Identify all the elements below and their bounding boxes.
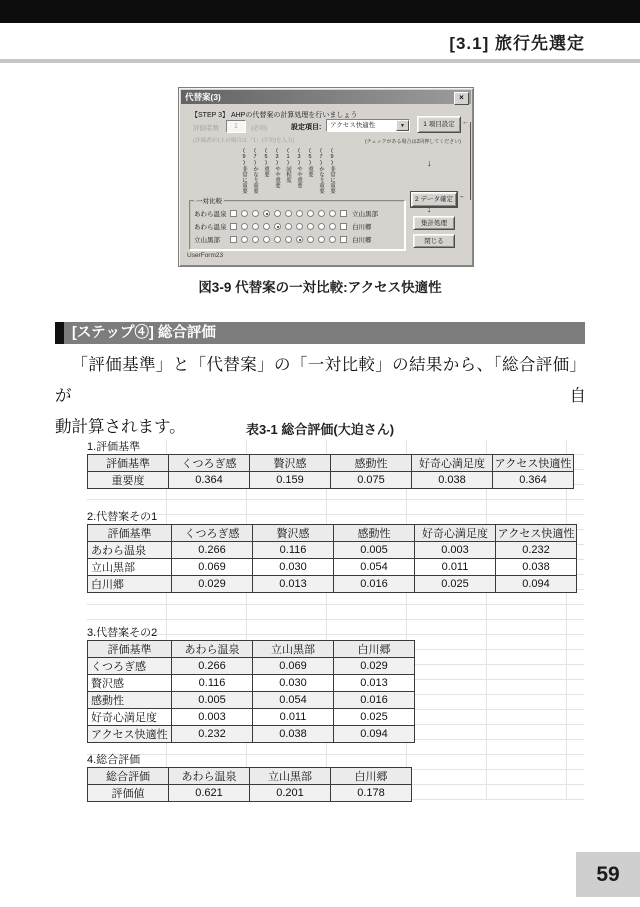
spreadsheet-table-block — [87, 754, 412, 802]
table-header-cell: 贅沢感 — [253, 525, 334, 542]
scale-label: (5)重要 — [307, 148, 313, 177]
table-cell: 0.116 — [253, 542, 334, 559]
dialog-title: 代替案(3) — [185, 92, 221, 102]
scale-radio[interactable] — [252, 210, 259, 217]
table-cell: 0.038 — [496, 559, 577, 576]
table-cell: 0.054 — [334, 559, 415, 576]
table-cell: 0.364 — [169, 472, 250, 489]
table-row-label: あわら温泉 — [88, 542, 172, 559]
scale-radio[interactable] — [252, 223, 259, 230]
table-cell: 0.005 — [334, 542, 415, 559]
data-table — [87, 524, 577, 593]
pair-rows — [190, 207, 404, 246]
scale-label: (9)非常に重要 — [241, 148, 247, 194]
table-cell: 0.029 — [334, 658, 415, 675]
dropdown-arrow-icon[interactable]: ▼ — [396, 120, 409, 131]
pair-right-label: 立山黒部 — [352, 211, 378, 218]
scale-radio[interactable] — [241, 236, 248, 243]
scale-radio[interactable] — [241, 210, 248, 217]
table-cell: 0.364 — [493, 472, 574, 489]
data-table — [87, 767, 412, 802]
table-cell: 0.011 — [415, 559, 496, 576]
table-cell: 0.116 — [172, 675, 253, 692]
header-accent-block — [55, 322, 64, 344]
table-row — [88, 785, 412, 802]
table-title: 4.総合評価 — [87, 754, 141, 766]
scale-label: (3)やや重要 — [274, 148, 280, 188]
table-row — [88, 726, 415, 743]
scale-radio[interactable] — [329, 210, 336, 217]
table-header-cell: 好奇心満足度 — [412, 455, 493, 472]
annotation-arrow-left-icon: ← — [462, 119, 469, 126]
scale-radio[interactable] — [241, 223, 248, 230]
table-row — [88, 542, 577, 559]
header-rule — [0, 59, 640, 63]
table-title: 2.代替案その1 — [87, 511, 158, 523]
table-row-label: アクセス快適性 — [88, 726, 172, 743]
table-row-label: 立山黒部 — [88, 559, 172, 576]
page-number-box — [576, 852, 640, 897]
table-header-row — [88, 768, 412, 785]
spreadsheet-table-block — [87, 441, 574, 489]
table-cell: 0.266 — [172, 658, 253, 675]
scale-radio[interactable] — [296, 236, 303, 243]
scale-label: (3)やや重要 — [296, 148, 302, 188]
check-note: (チェックがある場合は2回押してください) — [365, 139, 461, 145]
page-number: 59 — [596, 863, 620, 886]
pair-left-label: あわら温泉 — [194, 211, 227, 218]
scale-label: (5)重要 — [263, 148, 269, 177]
table-header-cell: 評価基準 — [88, 525, 172, 542]
pair-right-label: 白川郷 — [352, 224, 372, 231]
scale-radio[interactable] — [296, 223, 303, 230]
table-header-cell: 立山黒部 — [250, 768, 331, 785]
table-cell: 0.201 — [250, 785, 331, 802]
preference-checkbox[interactable] — [340, 236, 347, 243]
table-row — [88, 658, 415, 675]
pair-left-label: 立山黒部 — [194, 237, 220, 244]
scale-radio[interactable] — [285, 223, 292, 230]
step-section-header — [55, 322, 585, 344]
step-header-text: [ステップ④] 総合評価 — [72, 325, 216, 341]
table-cell: 0.005 — [172, 692, 253, 709]
table-cell: 0.159 — [250, 472, 331, 489]
scale-radio[interactable] — [274, 210, 281, 217]
annotation-line — [470, 122, 471, 200]
table-header-cell: アクセス快適性 — [496, 525, 577, 542]
table-cell: 0.030 — [253, 675, 334, 692]
table-cell: 0.025 — [334, 709, 415, 726]
table-row — [88, 472, 574, 489]
scale-label: (9)非常に重要 — [329, 148, 335, 194]
raters-required-label: (必須) — [251, 126, 267, 132]
scale-radio[interactable] — [263, 223, 270, 230]
userform-label: UserForm23 — [187, 252, 224, 259]
table-title: 1.評価基準 — [87, 441, 141, 453]
scale-radio[interactable] — [307, 236, 314, 243]
setting-dropdown[interactable] — [326, 119, 410, 132]
scale-radio[interactable] — [296, 210, 303, 217]
table-cell: 0.232 — [496, 542, 577, 559]
table-header-cell: あわら温泉 — [172, 641, 253, 658]
table-cell: 0.075 — [331, 472, 412, 489]
table-header-cell: 評価基準 — [88, 641, 172, 658]
scale-radio[interactable] — [252, 236, 259, 243]
scale-radio[interactable] — [307, 210, 314, 217]
table-cell: 0.003 — [172, 709, 253, 726]
dialog-body — [181, 104, 471, 264]
dialog-close-button[interactable]: 閉じる — [413, 234, 455, 248]
table-cell: 0.038 — [412, 472, 493, 489]
table-cell: 0.013 — [334, 675, 415, 692]
table-cell: 0.016 — [334, 576, 415, 593]
table-row-label: 評価値 — [88, 785, 169, 802]
table-header-cell: 総合評価 — [88, 768, 169, 785]
dialog-titlebar[interactable] — [181, 90, 471, 104]
aggregate-button[interactable]: 集計処理 — [413, 216, 455, 230]
preference-checkbox[interactable] — [230, 210, 237, 217]
table-cell: 0.011 — [253, 709, 334, 726]
table-cell: 0.003 — [415, 542, 496, 559]
table-row — [88, 675, 415, 692]
pair-group-label: 一対比較 — [196, 198, 222, 205]
table-cell: 0.016 — [334, 692, 415, 709]
data-confirm-button[interactable]: 2 データ確定 — [411, 192, 457, 207]
table-header-cell: くつろぎ感 — [169, 455, 250, 472]
table-cell: 0.013 — [253, 576, 334, 593]
setting-dropdown-value: アクセス快適性 — [330, 122, 376, 129]
spreadsheet-table-block — [87, 627, 415, 743]
table-caption: 表3-1 総合評価(大迫さん) — [245, 422, 395, 437]
table-header-cell: 贅沢感 — [250, 455, 331, 472]
table-row-label: 好奇心満足度 — [88, 709, 172, 726]
table-header-cell: 好奇心満足度 — [415, 525, 496, 542]
scale-label: (1)同程度 — [285, 148, 291, 183]
scale-header-row — [239, 148, 336, 194]
pair-row — [194, 220, 404, 233]
table-row-label: 贅沢感 — [88, 675, 172, 692]
table-header-cell: 白川郷 — [334, 641, 415, 658]
scale-radio[interactable] — [263, 236, 270, 243]
table-header-row — [88, 641, 415, 658]
table-row-label: 重要度 — [88, 472, 169, 489]
scale-radio[interactable] — [329, 223, 336, 230]
table-cell: 0.069 — [172, 559, 253, 576]
pair-left-label: あわら温泉 — [194, 224, 227, 231]
step-instruction: 【STEP 3】 AHPの代替案の計算処理を行いましょう — [191, 112, 358, 119]
table-title: 3.代替案その2 — [87, 627, 158, 639]
pair-comparison-group — [189, 196, 405, 250]
pair-right-label: 白川郷 — [352, 237, 372, 244]
table-header-cell: 評価基準 — [88, 455, 169, 472]
table-cell: 0.030 — [253, 559, 334, 576]
table-row — [88, 709, 415, 726]
scale-radio[interactable] — [318, 223, 325, 230]
table-cell: 0.621 — [169, 785, 250, 802]
table-row — [88, 559, 577, 576]
pair-row — [194, 207, 404, 220]
close-icon: × — [459, 92, 464, 102]
preference-checkbox[interactable] — [230, 236, 237, 243]
scale-label: (7)かなり重要 — [318, 148, 324, 194]
table-row-label: くつろぎ感 — [88, 658, 172, 675]
table-row-label: 感動性 — [88, 692, 172, 709]
table-cell: 0.038 — [253, 726, 334, 743]
raters-label: 評価者数 — [193, 125, 219, 132]
top-black-bar — [0, 0, 640, 23]
scale-radio[interactable] — [329, 236, 336, 243]
table-row-label: 白川郷 — [88, 576, 172, 593]
scale-radio[interactable] — [318, 236, 325, 243]
preference-checkbox[interactable] — [340, 223, 347, 230]
body-line: 動計算されます。 — [55, 417, 186, 436]
raters-note: (評価者が1人の場合は「1」(半角)を入力) — [193, 138, 295, 144]
setting-label: 設定項目: — [291, 124, 322, 131]
table-cell: 0.266 — [172, 542, 253, 559]
ahp-alternatives-dialog — [178, 87, 474, 267]
table-header-cell: 白川郷 — [331, 768, 412, 785]
flow-arrow-down-icon: ↓ — [427, 205, 431, 214]
scale-radio[interactable] — [307, 223, 314, 230]
data-table — [87, 640, 415, 743]
flow-arrow-down-icon: ↓ — [427, 158, 432, 168]
table-cell: 0.069 — [253, 658, 334, 675]
table-cell: 0.232 — [172, 726, 253, 743]
pair-row — [194, 233, 404, 246]
table-header-cell: 感動性 — [331, 455, 412, 472]
table-cell: 0.094 — [334, 726, 415, 743]
table-cell: 0.094 — [496, 576, 577, 593]
table-header-cell: あわら温泉 — [169, 768, 250, 785]
scale-radio[interactable] — [263, 210, 270, 217]
table-header-cell: アクセス快適性 — [493, 455, 574, 472]
table-cell: 0.178 — [331, 785, 412, 802]
scale-label: (7)かなり重要 — [252, 148, 258, 194]
scale-radio[interactable] — [274, 236, 281, 243]
table-cell: 0.054 — [253, 692, 334, 709]
scale-radio[interactable] — [318, 210, 325, 217]
spreadsheet-table-block — [87, 511, 577, 593]
scale-radio[interactable] — [285, 210, 292, 217]
data-table — [87, 454, 574, 489]
preference-checkbox[interactable] — [340, 210, 347, 217]
table-header-row — [88, 525, 577, 542]
preference-checkbox[interactable] — [230, 223, 237, 230]
running-header: [3.1] 旅行先選定 — [449, 34, 585, 53]
raters-input[interactable]: 1 — [226, 120, 246, 133]
table-header-cell: くつろぎ感 — [172, 525, 253, 542]
annotation-dashes: -- — [460, 194, 463, 201]
close-button[interactable] — [454, 92, 469, 105]
scale-radio[interactable] — [274, 223, 281, 230]
table-header-cell: 立山黒部 — [253, 641, 334, 658]
figure-caption: 図3-9 代替案の一対比較:アクセス快適性 — [198, 280, 442, 295]
table-header-cell: 感動性 — [334, 525, 415, 542]
table-cell: 0.025 — [415, 576, 496, 593]
spreadsheet-area — [87, 440, 584, 800]
table-row — [88, 692, 415, 709]
item-setting-button[interactable]: 1 項目設定 — [417, 116, 461, 133]
table-header-row — [88, 455, 574, 472]
body-line: 「評価基準」と「代替案」の「一対比較」の結果から、「総合評価」が自 — [55, 355, 586, 405]
table-cell: 0.029 — [172, 576, 253, 593]
table-row — [88, 576, 577, 593]
scale-radio[interactable] — [285, 236, 292, 243]
